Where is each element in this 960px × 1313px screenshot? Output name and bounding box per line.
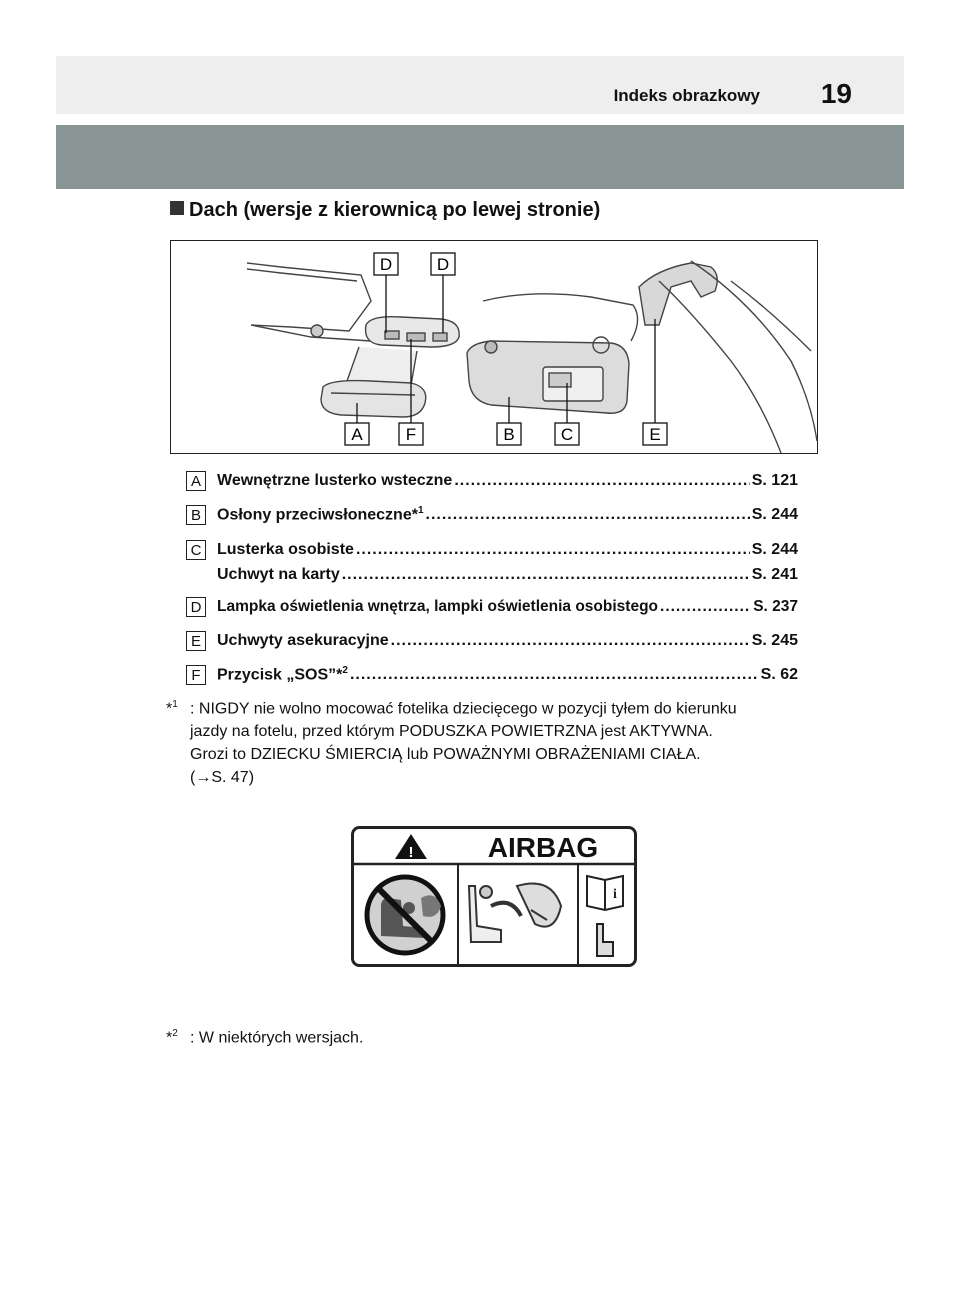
leader-dots	[356, 541, 750, 559]
no-rear-facing-child-seat-icon	[367, 877, 443, 953]
item-label: Przycisk „SOS”*	[217, 666, 343, 684]
callout-d-left: D	[379, 255, 393, 274]
leader-dots	[426, 506, 750, 524]
item-letter-badge: F	[186, 665, 206, 685]
callout-b: B	[503, 425, 515, 444]
item-letter-badge: A	[186, 471, 206, 491]
item-page-ref[interactable]: S. 244	[751, 506, 798, 523]
legend-item-d	[186, 594, 798, 620]
item-label: Uchwyty asekuracyjne	[217, 632, 389, 649]
leader-dots	[454, 472, 749, 490]
legend-item-f	[186, 662, 798, 688]
section-title	[170, 199, 600, 222]
footnote-1-line: Grozi to DZIECKU ŚMIERCIĄ lub POWAŻNYMI OBRAŻENIAMI CIAŁA.	[190, 746, 701, 764]
item-label: Wewnętrzne lusterko wsteczne	[217, 472, 453, 489]
item-page-ref[interactable]: S. 241	[751, 566, 798, 583]
header-band	[56, 125, 904, 189]
leader-dots	[350, 666, 759, 684]
roof-illustration	[170, 240, 818, 454]
footnote-2	[166, 1022, 363, 1049]
leader-dots	[660, 598, 751, 616]
footnote-marker: *$^1$	[166, 699, 178, 718]
item-label-wrap	[217, 665, 348, 684]
legend-item-c	[186, 537, 798, 563]
item-page-ref[interactable]: S. 245	[751, 632, 798, 649]
header-title: Indeks obrazkowy	[613, 86, 760, 105]
leader-dots	[391, 632, 750, 650]
svg-text:i: i	[613, 887, 617, 902]
item-label: Lampka oświetlenia wnętrza, lampki oświetlenia osobistego	[217, 598, 659, 615]
footnote-sup: 1	[417, 505, 424, 517]
footnote-1-line[interactable]: (→S. 47)	[190, 769, 255, 787]
item-label: Osłony przeciwsłoneczne*	[217, 506, 418, 524]
footnote-sup: 2	[342, 665, 348, 677]
item-page-ref[interactable]: S. 244	[751, 541, 798, 558]
item-letter-badge: B	[186, 505, 206, 525]
legend-item-e	[186, 628, 798, 654]
callout-a: A	[351, 425, 363, 444]
airbag-title: AIRBAG	[487, 832, 599, 863]
legend-item-a	[186, 468, 798, 494]
leader-dots	[342, 566, 750, 584]
legend-item-card-holder	[186, 562, 798, 588]
callout-c: C	[560, 425, 574, 444]
legend-item-b	[186, 502, 798, 528]
footnote-marker: *$^2$	[166, 1028, 178, 1047]
item-letter-spacer	[186, 565, 206, 585]
svg-text:!: !	[408, 844, 414, 861]
square-bullet-icon	[170, 201, 184, 215]
item-page-ref[interactable]: S. 237	[753, 598, 798, 615]
airbag-warning-label	[351, 826, 637, 967]
item-letter-badge: C	[186, 540, 206, 560]
item-label: Lusterka osobiste	[217, 541, 354, 558]
item-letter-badge: E	[186, 631, 206, 651]
callout-e: E	[649, 425, 661, 444]
footnote-2-text: : W niektórych wersjach.	[190, 1029, 364, 1047]
item-label-wrap	[217, 505, 424, 524]
page-number: 19	[820, 78, 852, 109]
page-header	[56, 56, 904, 114]
footnote-1-line: *$^1$ : NIGDY nie wolno mocować fotelika dziecięcego w pozycji tyłem do kierunku	[166, 693, 816, 720]
callout-d-right: D	[436, 255, 450, 274]
footnote-1-line: jazdy na fotelu, przed którym PODUSZKA POWIETRZNA jest AKTYWNA.	[190, 723, 713, 741]
roof-drawing	[171, 241, 819, 455]
airbag-label-drawing	[351, 826, 637, 967]
section-title-text: Dach (wersje z kierownicą po lewej stronie)	[189, 199, 601, 221]
callout-f: F	[405, 425, 417, 444]
item-letter-badge: D	[186, 597, 206, 617]
item-page-ref[interactable]: S. 121	[751, 472, 798, 489]
item-page-ref[interactable]: S. 62	[760, 666, 798, 683]
item-label: Uchwyt na karty	[217, 566, 340, 583]
footnote-1	[166, 693, 816, 789]
